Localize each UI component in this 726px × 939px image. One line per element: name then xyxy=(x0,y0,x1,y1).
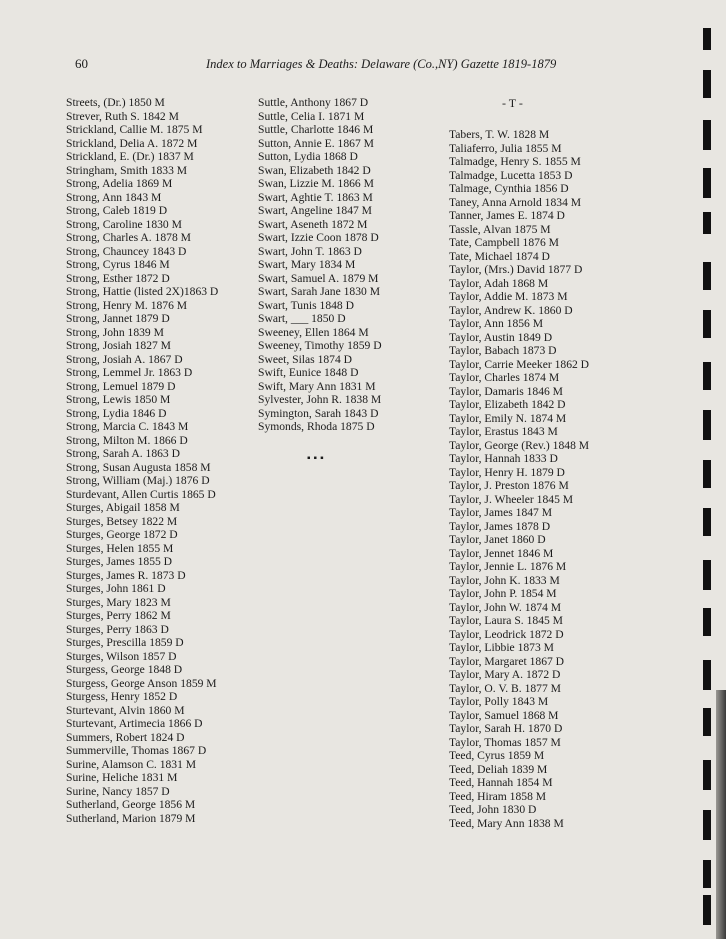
index-entry: Taylor, Thomas 1857 M xyxy=(449,735,561,749)
index-entry: Sturges, Abigail 1858 M xyxy=(66,501,180,514)
index-entry: Taylor, Jennie L. 1876 M xyxy=(449,560,567,573)
index-entry: Strever, Ruth S. 1842 M xyxy=(66,109,179,123)
index-entry: Taney, Anna Arnold 1834 M xyxy=(449,195,582,209)
index-entry: Strong, Milton M. 1866 D xyxy=(66,433,188,447)
index-entry: Swart, Sarah Jane 1830 M xyxy=(258,285,381,298)
index-entry: Taylor, (Mrs.) David 1877 D xyxy=(449,263,583,276)
index-entry: Taylor, Andrew K. 1860 D xyxy=(449,303,573,317)
index-entry: Sutherland, Marion 1879 M xyxy=(66,811,196,825)
index-entry: Sutherland, George 1856 M xyxy=(66,798,196,811)
index-entry: Taylor, John W. 1874 M xyxy=(449,600,562,614)
index-entry: Taylor, James 1847 M xyxy=(449,506,553,519)
index-entry: Taylor, John K. 1833 M xyxy=(449,573,560,587)
index-entry: Strong, Cyrus 1846 M xyxy=(66,258,170,271)
index-entry: Sturges, Perry 1863 D xyxy=(66,622,169,636)
binding-mark xyxy=(703,608,711,636)
index-entry: Strong, Sarah A. 1863 D xyxy=(66,447,181,460)
index-entry: Taylor, Addie M. 1873 M xyxy=(449,290,568,303)
index-entry: Swart, Izzie Coon 1878 D xyxy=(258,231,379,244)
index-entry: Taylor, Polly 1843 M xyxy=(449,695,549,708)
index-entry: Teed, Deliah 1839 M xyxy=(449,762,548,776)
index-entry: Sturtevant, Alvin 1860 M xyxy=(66,703,185,717)
index-entry: Swift, Eunice 1848 D xyxy=(258,366,359,379)
index-entry: Strong, Henry M. 1876 M xyxy=(66,298,188,312)
index-entry: Sturgess, Henry 1852 D xyxy=(66,690,178,703)
index-entry: Sturges, Mary 1823 M xyxy=(66,595,171,609)
index-entry: Strong, Charles A. 1878 M xyxy=(66,231,191,244)
index-entry: Taliaferro, Julia 1855 M xyxy=(449,141,562,155)
binding-mark xyxy=(703,410,711,440)
index-entry: Stringham, Smith 1833 M xyxy=(66,163,188,177)
binding-mark xyxy=(703,560,711,590)
binding-mark xyxy=(703,310,711,338)
index-entry: Strong, Lemuel 1879 D xyxy=(66,379,176,393)
index-entry: Sweeney, Timothy 1859 D xyxy=(258,339,382,352)
index-entry: Sutton, Lydia 1868 D xyxy=(258,150,358,163)
index-entry: Strong, Chauncey 1843 D xyxy=(66,244,187,258)
index-entry: Sturges, James 1855 D xyxy=(66,555,173,568)
index-entry: Sturges, Wilson 1857 D xyxy=(66,649,177,663)
index-entry: Sturges, John 1861 D xyxy=(66,582,166,595)
index-entry: Swift, Mary Ann 1831 M xyxy=(258,379,376,393)
index-entry: Taylor, Laura S. 1845 M xyxy=(449,614,563,627)
index-entry: Tassle, Alvan 1875 M xyxy=(449,222,551,236)
index-entry: Strong, Caleb 1819 D xyxy=(66,204,168,217)
index-entry: Strong, Josiah 1827 M xyxy=(66,339,171,352)
index-entry: Taylor, Mary A. 1872 D xyxy=(449,668,561,681)
binding-mark xyxy=(703,168,711,198)
index-entry: Sturges, Prescilla 1859 D xyxy=(66,636,184,649)
index-entry: Swart, Aghtie T. 1863 M xyxy=(258,190,373,204)
index-entry: Strong, Esther 1872 D xyxy=(66,271,170,285)
index-entry: Surine, Alamson C. 1831 M xyxy=(66,757,197,771)
index-entry: Sturges, Betsey 1822 M xyxy=(66,514,178,528)
index-entry: Swart, John T. 1863 D xyxy=(258,244,362,258)
index-entry: Tate, Campbell 1876 M xyxy=(449,236,559,249)
index-column-1 xyxy=(66,96,218,825)
index-entry: Taylor, Adah 1868 M xyxy=(449,276,549,290)
index-entry: Taylor, Janet 1860 D xyxy=(449,533,546,546)
binding-mark xyxy=(703,28,711,50)
index-entry: Taylor, Damaris 1846 M xyxy=(449,384,563,398)
binding-mark xyxy=(703,660,711,690)
index-entry: Tanner, James E. 1874 D xyxy=(449,209,565,222)
index-entry: Taylor, Henry H. 1879 D xyxy=(449,465,565,479)
index-entry: Strong, Lemmel Jr. 1863 D xyxy=(66,366,193,379)
index-entry: Taylor, Samuel 1868 M xyxy=(449,708,559,722)
index-entry: Taylor, O. V. B. 1877 M xyxy=(449,681,561,695)
index-entry: Sturtevant, Artimecia 1866 D xyxy=(66,717,203,730)
index-entry: Talmadge, Lucetta 1853 D xyxy=(449,168,573,182)
section-separator: ▪▪▪ xyxy=(307,453,327,464)
index-entry: Taylor, J. Wheeler 1845 M xyxy=(449,492,574,506)
binding-mark xyxy=(703,708,711,736)
index-entry: Swart, Mary 1834 M xyxy=(258,258,356,271)
index-entry: Taylor, Austin 1849 D xyxy=(449,330,553,344)
index-entry: Taylor, Ann 1856 M xyxy=(449,317,544,330)
index-entry: Summerville, Thomas 1867 D xyxy=(66,744,207,757)
index-entry: Swan, Lizzie M. 1866 M xyxy=(258,177,374,190)
index-entry: Strong, William (Maj.) 1876 D xyxy=(66,474,210,487)
binding-mark xyxy=(703,120,711,150)
index-column-2 xyxy=(258,96,382,434)
index-entry: Sturgess, George Anson 1859 M xyxy=(66,676,217,690)
letter-heading-t: - T - xyxy=(502,96,523,110)
index-entry: Strong, Marcia C. 1843 M xyxy=(66,420,189,433)
index-entry: Strong, Caroline 1830 M xyxy=(66,217,182,231)
index-entry: Taylor, Babach 1873 D xyxy=(449,344,557,357)
index-entry: Teed, Mary Ann 1838 M xyxy=(449,816,564,830)
index-entry: Strong, Ann 1843 M xyxy=(66,190,162,204)
index-entry: Sturges, Helen 1855 M xyxy=(66,541,174,555)
index-entry: Sutton, Annie E. 1867 M xyxy=(258,136,374,150)
index-entry: Strong, John 1839 M xyxy=(66,325,164,339)
running-head: Index to Marriages & Deaths: Delaware (Co.,NY) Gazette 1819-1879 xyxy=(206,57,557,71)
index-entry: Strong, Hattie (listed 2X)1863 D xyxy=(66,285,219,298)
index-entry: Teed, Hiram 1858 M xyxy=(449,789,547,803)
index-entry: Strong, Susan Augusta 1858 M xyxy=(66,460,211,474)
index-entry: Swan, Elizabeth 1842 D xyxy=(258,163,371,177)
index-entry: Teed, Hannah 1854 M xyxy=(449,776,553,789)
index-entry: Suttle, Celia I. 1871 M xyxy=(258,109,365,123)
index-entry: Strickland, Callie M. 1875 M xyxy=(66,123,203,136)
index-entry: Taylor, Charles 1874 M xyxy=(449,371,560,384)
index-entry: Swart, Tunis 1848 D xyxy=(258,298,354,312)
index-entry: Suttle, Anthony 1867 D xyxy=(258,96,369,109)
index-entry: Taylor, Libbie 1873 M xyxy=(449,641,554,654)
index-entry: Taylor, Hannah 1833 D xyxy=(449,452,558,465)
index-entry: Talmadge, Henry S. 1855 M xyxy=(449,155,581,168)
index-entry: Strickland, E. (Dr.) 1837 M xyxy=(66,150,194,163)
binding-mark xyxy=(703,895,711,925)
index-entry: Taylor, John P. 1854 M xyxy=(449,587,557,600)
index-entry: Taylor, James 1878 D xyxy=(449,519,551,533)
index-entry: Sturgess, George 1848 D xyxy=(66,663,183,676)
index-entry: Symington, Sarah 1843 D xyxy=(258,406,379,420)
binding-mark xyxy=(703,760,711,790)
index-entry: Teed, John 1830 D xyxy=(449,803,537,816)
index-entry: Strong, Jannet 1879 D xyxy=(66,312,170,325)
binding-mark xyxy=(703,362,711,390)
index-entry: Sturges, George 1872 D xyxy=(66,528,178,541)
binding-mark xyxy=(703,212,711,234)
index-entry: Surine, Nancy 1857 D xyxy=(66,784,170,798)
binding-mark xyxy=(703,508,711,536)
index-column-3 xyxy=(449,128,589,830)
index-entry: Talmage, Cynthia 1856 D xyxy=(449,182,569,195)
binding-mark xyxy=(703,262,711,290)
index-entry: Swart, Angeline 1847 M xyxy=(258,204,372,217)
index-entry: Sturdevant, Allen Curtis 1865 D xyxy=(66,487,216,501)
index-entry: Strong, Josiah A. 1867 D xyxy=(66,352,183,366)
index-entry: Taylor, Margaret 1867 D xyxy=(449,654,565,668)
index-entry: Taylor, Jennet 1846 M xyxy=(449,546,554,560)
index-entry: Summers, Robert 1824 D xyxy=(66,730,185,744)
index-entry: Taylor, Leodrick 1872 D xyxy=(449,627,564,641)
index-entry: Suttle, Charlotte 1846 M xyxy=(258,123,374,136)
index-entry: Sweeney, Ellen 1864 M xyxy=(258,325,369,339)
index-entry: Taylor, George (Rev.) 1848 M xyxy=(449,438,590,452)
index-entry: Surine, Heliche 1831 M xyxy=(66,771,178,784)
index-entry: Taylor, Elizabeth 1842 D xyxy=(449,398,566,411)
index-entry: Strickland, Delia A. 1872 M xyxy=(66,136,198,150)
index-entry: Taylor, Emily N. 1874 M xyxy=(449,411,567,425)
index-entry: Strong, Lydia 1846 D xyxy=(66,406,167,420)
index-entry: Taylor, Carrie Meeker 1862 D xyxy=(449,357,590,371)
index-entry: Sweet, Silas 1874 D xyxy=(258,352,353,366)
page-number: 60 xyxy=(75,56,88,71)
index-entry: Taylor, Erastus 1843 M xyxy=(449,425,558,438)
index-entry: Strong, Lewis 1850 M xyxy=(66,393,171,406)
index-entry: Streets, (Dr.) 1850 M xyxy=(66,96,165,109)
index-entry: Teed, Cyrus 1859 M xyxy=(449,749,545,762)
index-entry: Swart, Samuel A. 1879 M xyxy=(258,271,379,285)
index-entry: Tate, Michael 1874 D xyxy=(449,249,550,263)
spine-shadow xyxy=(716,690,726,939)
index-entry: Tabers, T. W. 1828 M xyxy=(449,128,550,141)
index-entry: Sturges, James R. 1873 D xyxy=(66,568,186,582)
index-entry: Taylor, J. Preston 1876 M xyxy=(449,479,569,492)
index-entry: Sturges, Perry 1862 M xyxy=(66,609,171,622)
index-entry: Symonds, Rhoda 1875 D xyxy=(258,420,375,433)
binding-mark xyxy=(703,70,711,98)
index-entry: Taylor, Sarah H. 1870 D xyxy=(449,722,563,735)
index-entry: Strong, Adelia 1869 M xyxy=(66,177,173,190)
index-entry: Swart, Aseneth 1872 M xyxy=(258,217,368,231)
index-entry: Swart, ___ 1850 D xyxy=(258,312,346,325)
binding-mark xyxy=(703,810,711,840)
index-entry: Sylvester, John R. 1838 M xyxy=(258,393,382,406)
binding-mark xyxy=(703,860,711,888)
binding-mark xyxy=(703,460,711,488)
